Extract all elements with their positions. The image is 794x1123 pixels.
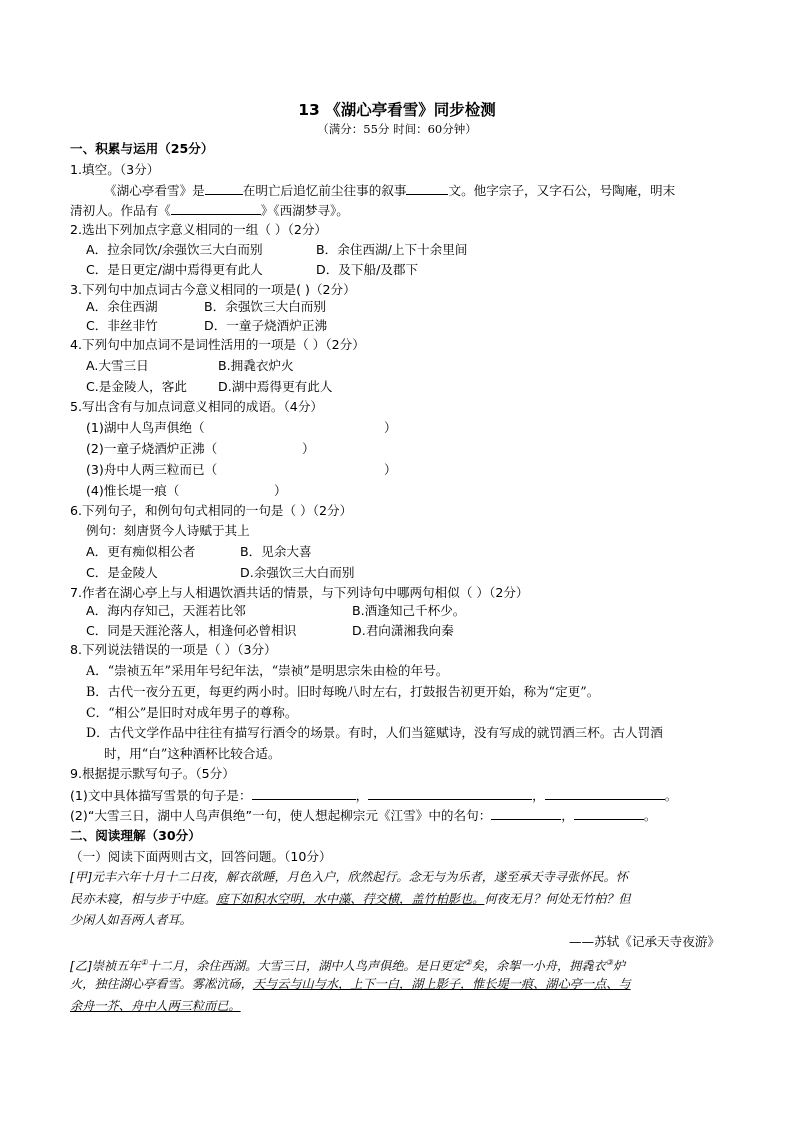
q2-option-b: B．余住西湖/上下十余里间: [316, 242, 468, 257]
passage-jia-line2: [70, 891, 631, 908]
q1-text-c: 文。他字宗子，又字石公，号陶庵，明末: [448, 183, 676, 198]
q7-option-c: C．同是天涯沦落人，相逢何必曾相识: [86, 623, 297, 638]
q1-text-e: 》《西湖梦寻》。: [260, 203, 349, 218]
q4-option-d: D.湖中焉得更有此人: [218, 379, 333, 394]
q5-item-2-close: ）: [302, 441, 315, 456]
q6-heading: 6.下列句子，和例句句式相同的一句是（ ）（2分）: [70, 503, 353, 518]
q9-blank-2[interactable]: [368, 786, 532, 800]
q3-option-b: B．余强饮三大白而别: [204, 299, 326, 314]
part-1-instructions: （一）阅读下面两则古文，回答问题。（10分）: [70, 849, 332, 864]
q5-item-3-close: ）: [384, 462, 397, 477]
q1-text-b: 在明亡后追忆前尘往事的叙事: [242, 183, 407, 198]
q9-line2: [70, 806, 656, 824]
q2-option-d: D．及下船/及郡下: [316, 262, 419, 277]
q5-item-4-close: ）: [274, 483, 287, 498]
passage-yi-text-d: 炉: [612, 959, 626, 974]
q5-item-1: (1)湖中人鸟声俱绝（: [86, 420, 205, 435]
q9-blank-1[interactable]: [252, 786, 356, 800]
q5-item-1-close: ）: [384, 420, 397, 435]
passage-jia-line1: [甲]元丰六年十月十二日夜，解衣欲睡，月色入户，欣然起行。念无与为乐者，遂至承天寺寻张怀民。怀: [70, 870, 628, 884]
q9-comma-3: ，: [561, 808, 574, 823]
q8-option-b: B．古代一夜分五更，每更约两小时。旧时每晚八时左右，打鼓报告初更开始，称为“定更”。: [86, 684, 600, 699]
q8-option-d-line1: D．古代文学作品中往往有描写行酒令的场景。有时，人们当筵赋诗，没有写成的就罚酒三杯。古人罚酒: [86, 725, 663, 740]
passage-yi-underlined-1: 天与云与山与水，上下一白，湖上影子，惟长堤一痕、湖心亭一点、与: [252, 977, 631, 991]
q6-example: 例句：刻唐贤今人诗赋于其上: [86, 523, 250, 538]
q9-period-1: 。: [664, 788, 678, 803]
q8-option-a: A．“崇祯五年”采用年号纪年法，“崇祯”是明思宗朱由检的年号。: [86, 663, 449, 678]
q2-option-a: A．拉余同饮/余强饮三大白而别: [86, 242, 263, 257]
q2-option-c: C．是日更定/湖中焉得更有此人: [86, 262, 263, 277]
passage-yi-line1: [70, 954, 625, 975]
q4-option-b: B.拥毳衣炉火: [218, 358, 294, 373]
passage-yi-line2: [70, 976, 631, 993]
q5-item-4: (4)惟长堤一痕（: [86, 483, 180, 498]
passage-jia-underlined: 庭下如积水空明，水中藻、荇交横，盖竹柏影也。: [216, 892, 485, 906]
q9-comma-1: ，: [355, 788, 369, 803]
q7-option-d: D.君向潇湘我向秦: [352, 623, 454, 638]
q7-option-a: A．海内存知己，天涯若比邻: [86, 603, 246, 618]
q4-option-a: A.大雪三日: [86, 358, 149, 373]
q3-option-a: A．余住西湖: [86, 299, 158, 314]
passage-jia-text-b: 何夜无月？何处无竹柏？但: [484, 892, 631, 906]
q1-blank-2[interactable]: [406, 181, 448, 195]
q7-heading: 7.作者在湖心亭上与人相遇饮酒共话的情景，与下列诗句中哪两句相似（ ）（2分）: [70, 585, 529, 600]
q1-text-d: 清初人。作品有《: [70, 203, 171, 218]
q1-blank-3[interactable]: [171, 201, 261, 215]
q7-option-b: B.酒逢知己千杯少。: [352, 603, 466, 618]
q9-period-2: 。: [643, 808, 657, 823]
passage-yi-underlined-2: 余舟一芥、舟中人两三粒而已。: [70, 999, 241, 1013]
q5-heading: 5.写出含有与加点词意义相同的成语。（4分）: [70, 399, 324, 414]
q6-option-b: B．见余大喜: [240, 544, 312, 559]
passage-yi-text-c: 矣，余挐一小舟，拥毳衣: [471, 959, 606, 974]
q5-item-3: (3)舟中人两三粒而已（: [86, 462, 218, 477]
passage-jia-text-a: 民亦未寝，相与步于中庭。: [70, 892, 217, 906]
q9-blank-3[interactable]: [545, 786, 665, 800]
q4-heading: 4.下列句中加点词不是词性活用的一项是（ ）（2分）: [70, 337, 365, 352]
passage-yi-text-b: 十二月，余住西湖。大雪三日，湖中人鸟声俱绝。是日更定: [147, 959, 465, 974]
footnote-marker-2[interactable]: ②: [464, 958, 472, 967]
q9-blank-5[interactable]: [574, 806, 644, 820]
section-2-heading: 二、阅读理解（30分）: [70, 828, 201, 843]
q8-option-c: C．“相公”是旧时对成年男子的尊称。: [86, 705, 298, 720]
q9-comma-2: ，: [532, 788, 545, 803]
q1-text-a: 《湖心亭看雪》是: [104, 183, 205, 198]
q9-blank-4[interactable]: [491, 806, 561, 820]
q1-heading: 1.填空。（3分）: [70, 162, 160, 177]
passage-jia-line3: 少闲人如吾两人者耳。: [70, 913, 192, 927]
q5-item-2: (2)一童子烧酒炉正沸（: [86, 441, 218, 456]
passage-yi-text-e: 火，独往湖心亭看雪。雾凇沆砀，: [70, 977, 253, 991]
q1-line1: [104, 181, 675, 199]
q4-option-c: C.是金陵人，客此: [86, 379, 187, 394]
q9-prompt-2: (2)“大雪三日，湖中人鸟声俱绝”一句，使人想起柳宗元《江雪》中的名句：: [70, 808, 492, 823]
passage-yi-text-a: [乙]崇祯五年: [70, 959, 141, 974]
q9-heading: 9.根据提示默写句子。（5分）: [70, 766, 235, 781]
q3-heading: 3.下列句中加点词古今意义相同的一项是( )（2分）: [70, 282, 356, 297]
passage-jia-source: ——苏轼《记承天寺夜游》: [568, 934, 720, 949]
q9-line1: [70, 786, 677, 804]
page-subtitle: （满分：55分 时间：60分钟）: [317, 122, 477, 136]
q8-heading: 8.下列说法错误的一项是（ ）（3分）: [70, 642, 277, 657]
page-title: 13 《湖心亭看雪》同步检测: [298, 101, 496, 119]
section-1-heading: 一、积累与运用（25分）: [70, 141, 214, 156]
q2-heading: 2.选出下列加点字意义相同的一组（ ）（2分）: [70, 222, 328, 237]
footnote-marker-1[interactable]: ①: [140, 958, 148, 967]
q3-option-c: C．非丝非竹: [86, 318, 158, 333]
q6-option-d: D.余强饮三大白而别: [240, 565, 355, 580]
q1-blank-1[interactable]: [205, 181, 243, 195]
q9-prompt-1: (1)文中具体描写雪景的句子是：: [70, 788, 252, 803]
q3-option-d: D．一童子烧酒炉正沸: [204, 318, 328, 333]
q6-option-a: A．更有痴似相公者: [86, 544, 196, 559]
footnote-marker-3[interactable]: ③: [605, 958, 613, 967]
q1-line2: [70, 201, 349, 219]
q6-option-c: C．是金陵人: [86, 565, 158, 580]
passage-yi-line3: [70, 998, 241, 1015]
q8-option-d-line2: 时，用“白”这种酒杯比较合适。: [104, 746, 281, 761]
